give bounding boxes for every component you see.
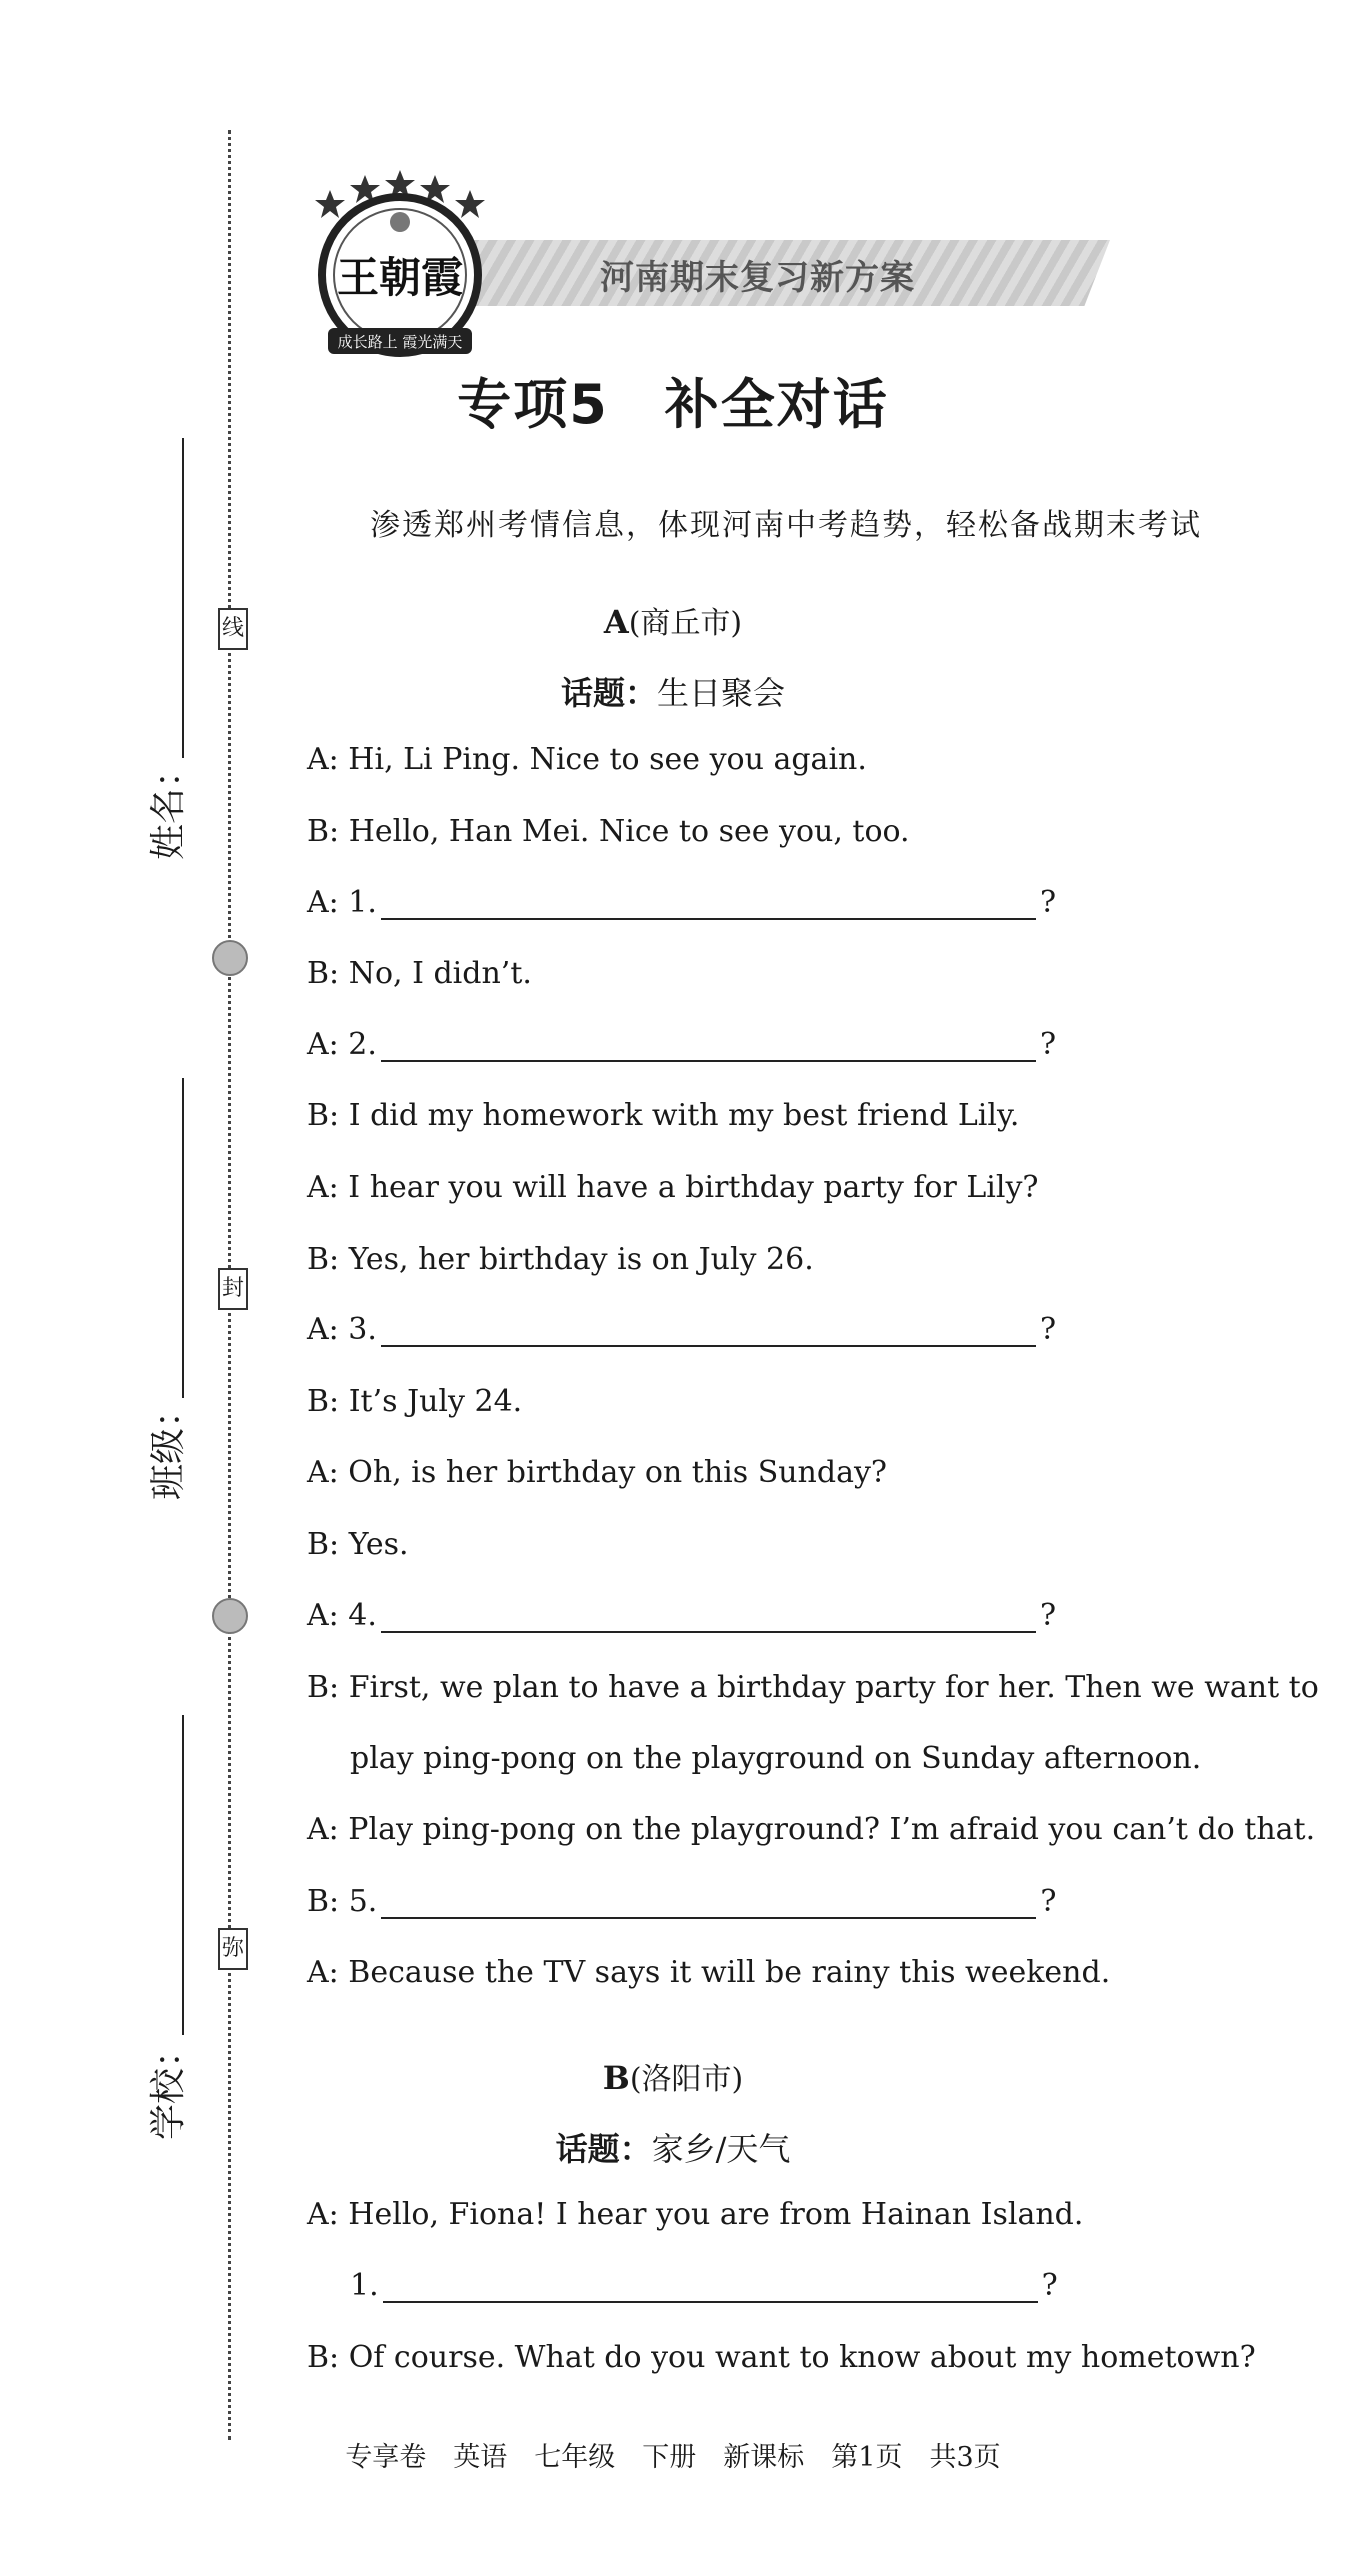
answer-blank-1[interactable] [381, 890, 1036, 920]
section-a-heading [0, 598, 1346, 642]
dialogue-blank-line: A: 1. ? [307, 885, 1057, 920]
dialogue-line: B: Hello, Han Mei. Nice to see you, too. [307, 814, 910, 849]
dialogue-blank-line: A: 3. ? [307, 1312, 1057, 1347]
topic-label: 话题： [555, 2130, 652, 2168]
section-a-topic [0, 668, 1346, 714]
dialogue-line: A: Hi, Li Ping. Nice to see you again. [307, 742, 867, 777]
dialogue-line: A: I hear you will have a birthday party for Lily? [307, 1170, 1039, 1205]
dialogue-line: B: Of course. What do you want to know about my hometown? [307, 2340, 1256, 2375]
dialogue-line: B: Yes, her birthday is on July 26. [307, 1242, 814, 1277]
dialogue-line: A: Because the TV says it will be rainy this weekend. [307, 1955, 1111, 1990]
school-field-line[interactable] [182, 1715, 184, 2035]
class-label: 班级： [148, 1391, 189, 1500]
dialogue-line: A: Oh, is her birthday on this Sunday? [307, 1455, 888, 1490]
page-subtitle: 渗透郑州考情信息，体现河南中考趋势，轻松备战期末考试 [370, 508, 1202, 543]
section-b-topic [0, 2124, 1346, 2170]
dialogue-line: B: First, we plan to have a birthday party for her. Then we want to [307, 1670, 1319, 1705]
answer-blank-b1[interactable] [383, 2273, 1038, 2303]
topic-text: 家乡/天气 [651, 2130, 791, 2168]
answer-blank-4[interactable] [381, 1603, 1036, 1633]
topic-label: 话题： [560, 674, 657, 712]
school-label: 学校： [148, 2031, 189, 2140]
section-letter: A [603, 603, 629, 641]
page-title: 专项5 补全对话 [457, 373, 889, 436]
dialogue-blank-line: A: 2. ? [307, 1027, 1057, 1062]
dialogue-line: A: Hello, Fiona! I hear you are from Hainan Island. [307, 2197, 1084, 2232]
dialogue-blank-line: 1. ? [350, 2268, 1058, 2303]
section-letter: B [602, 2059, 630, 2097]
dialogue-line: B: I did my homework with my best friend Lily. [307, 1098, 1020, 1133]
logo-small-text: 成长路上 霞光满天 [337, 333, 463, 351]
dialogue-blank-line: B: 5. ? [307, 1884, 1057, 1919]
dialogue-line: B: It’s July 24. [307, 1384, 523, 1419]
dialogue-line: B: Yes. [307, 1527, 409, 1562]
answer-blank-5[interactable] [381, 1889, 1036, 1919]
page-footer: 专享卷 英语 七年级 下册 新课标 第1页 共3页 [345, 2442, 1001, 2473]
dialogue-line: B: No, I didn’t. [307, 956, 532, 991]
topic-text: 生日聚会 [657, 674, 786, 712]
section-b-heading [0, 2054, 1346, 2098]
seal-char-secret: 弥 [218, 1928, 248, 1970]
dialogue-blank-line: A: 4. ? [307, 1598, 1057, 1633]
section-city: (洛阳市) [629, 2062, 744, 2097]
answer-blank-3[interactable] [381, 1317, 1036, 1347]
seal-char-seal: 封 [218, 1268, 248, 1310]
brand-logo-icon [300, 170, 500, 370]
seal-mark-icon [212, 940, 248, 976]
section-city: (商丘市) [628, 606, 743, 641]
name-label: 姓名： [148, 751, 189, 860]
class-field-line[interactable] [182, 1078, 184, 1398]
answer-blank-2[interactable] [381, 1032, 1036, 1062]
logo-text: 王朝霞 [336, 253, 464, 302]
seal-mark-icon [212, 1598, 248, 1634]
banner-text: 河南期末复习新方案 [600, 258, 915, 298]
dialogue-line: play ping-pong on the playground on Sunday afternoon. [350, 1741, 1202, 1776]
seal-char-line: 线 [218, 608, 248, 650]
dialogue-line: A: Play ping-pong on the playground? I’m afraid you can’t do that. [307, 1812, 1316, 1847]
